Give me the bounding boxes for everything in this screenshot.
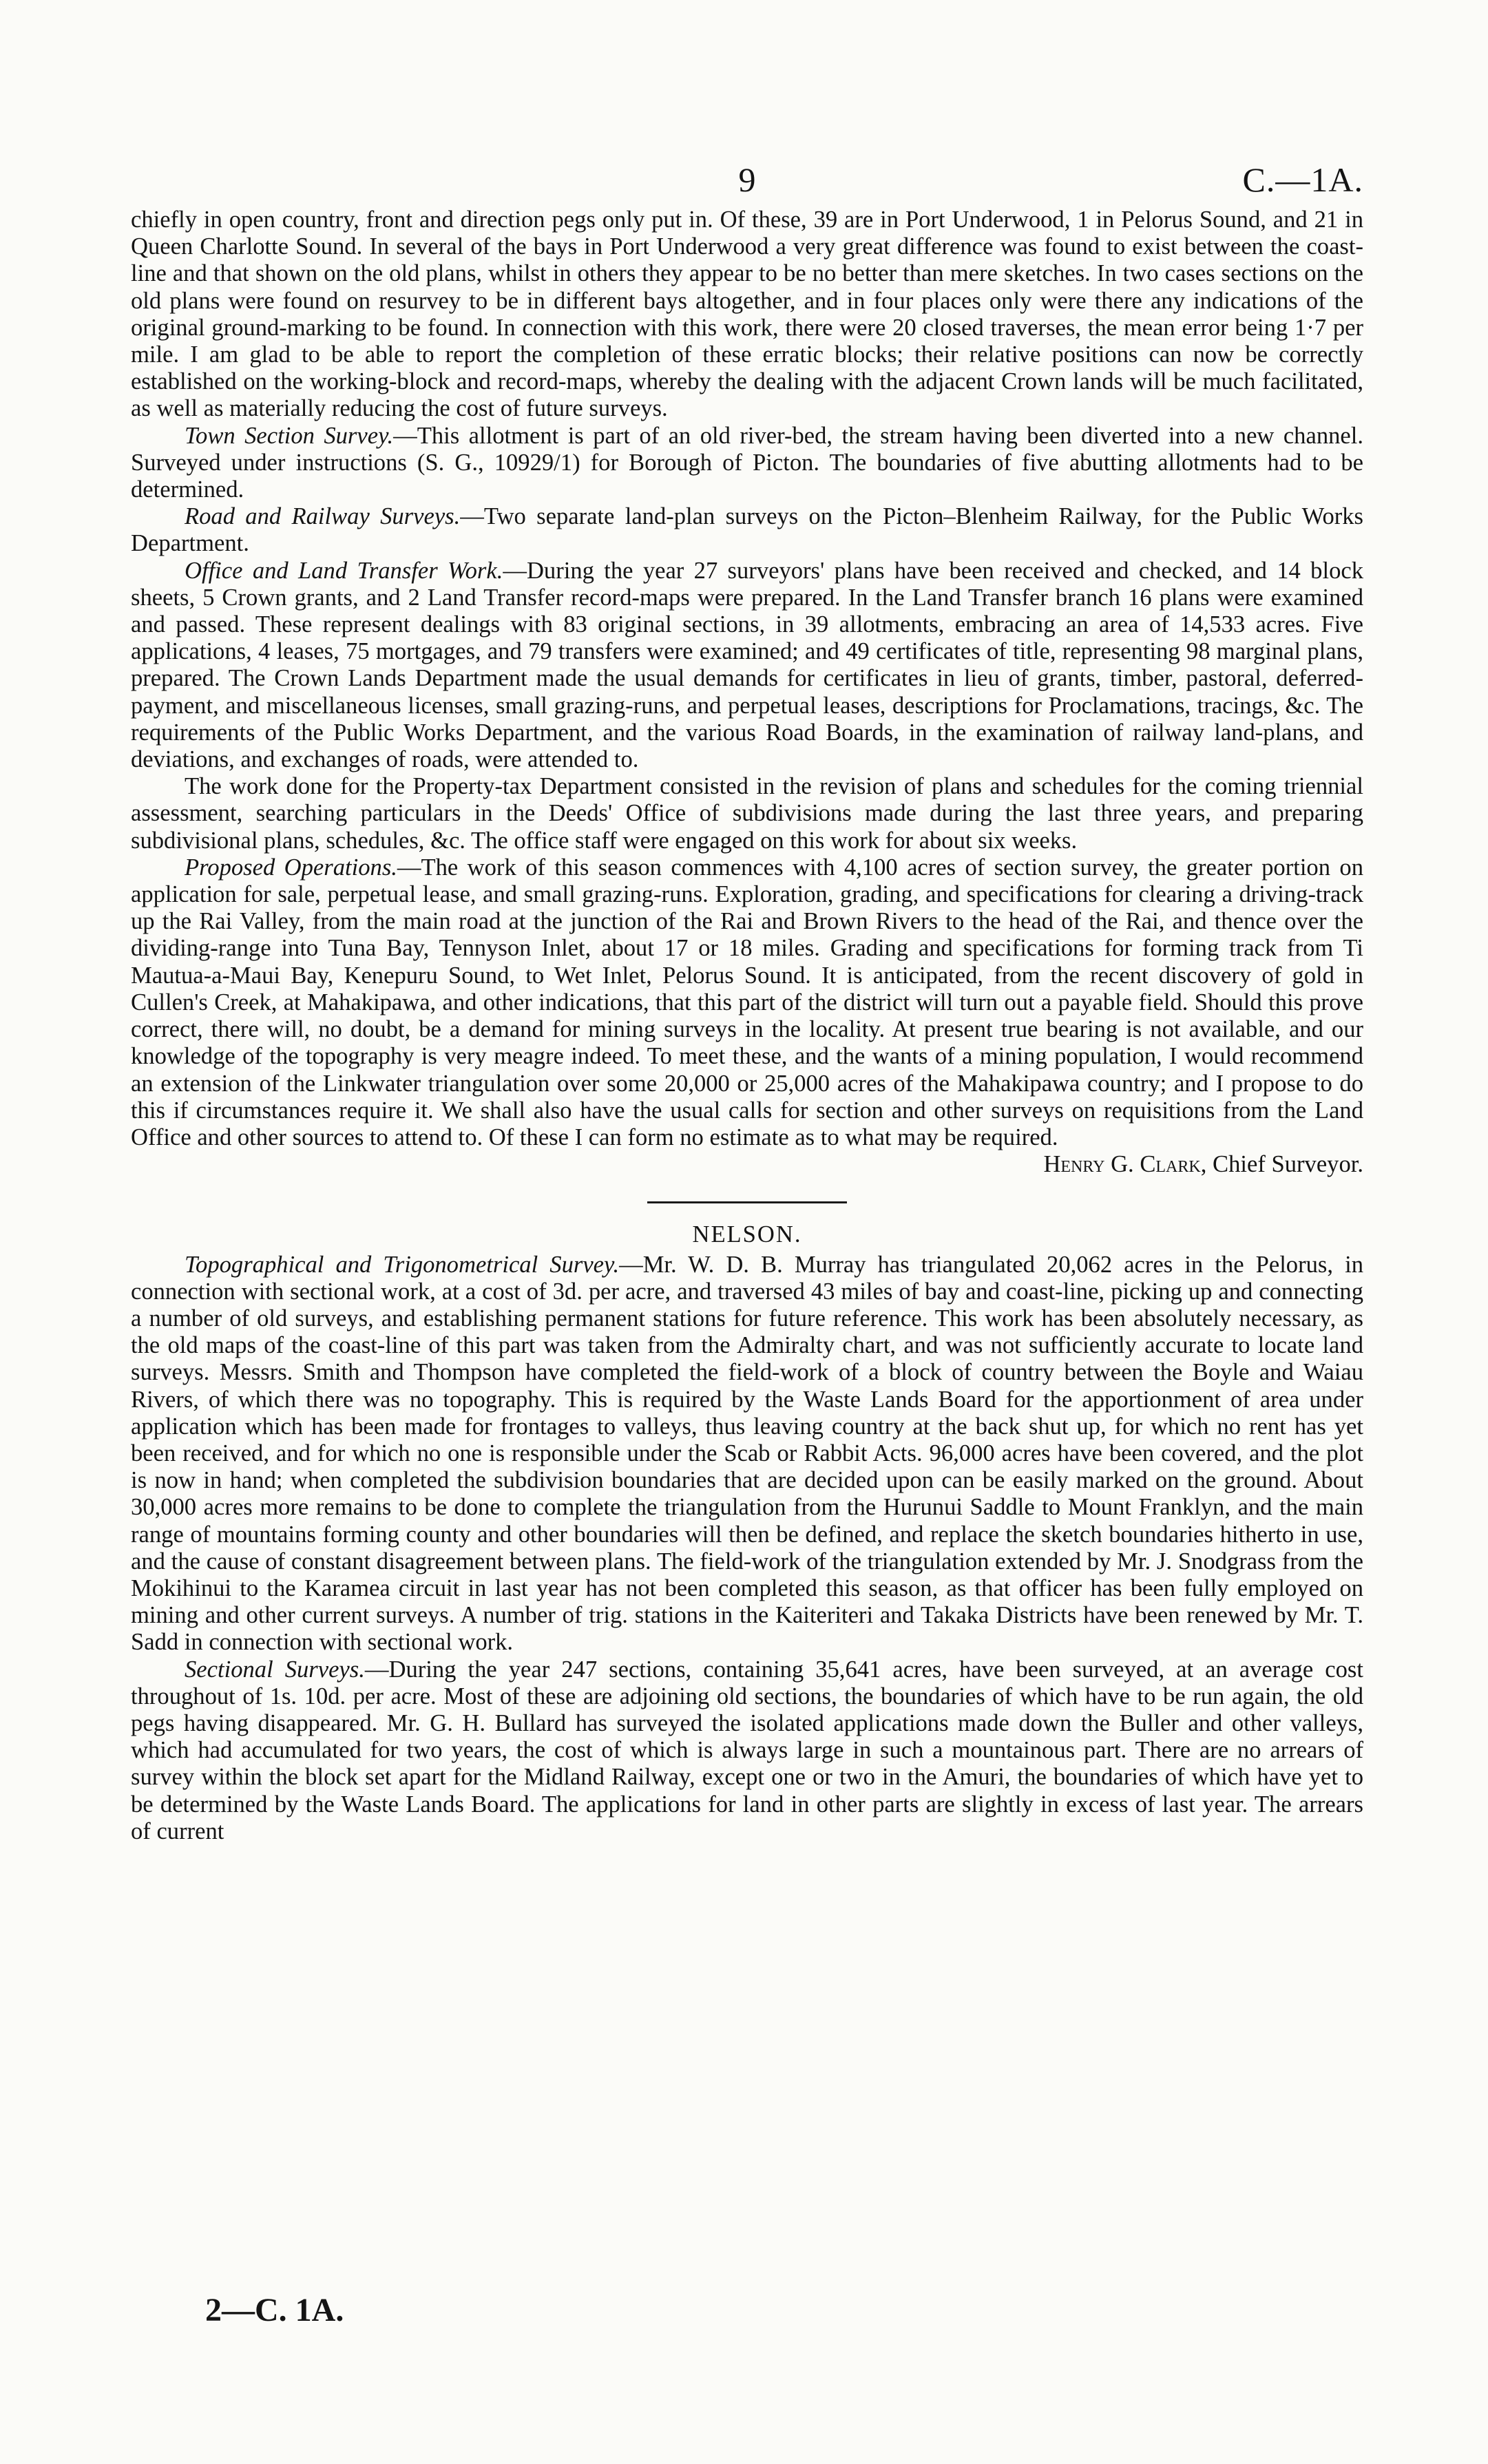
paragraph-office-land-transfer — [131, 558, 1363, 774]
nelson-heading: NELSON. — [692, 1221, 802, 1248]
paragraph-topographical-survey — [131, 1252, 1363, 1656]
topographical-text: —Mr. W. D. B. Murray has triangulated 20,062 acres in the Pelorus, in connection with sectional work, at a cost of 3d. per acre, and traversed 43 miles of bay and coast-line, picking up and connecting a number of old surveys, and establishing permanent stations for future reference. This work has been absolutely necessary, as the old maps of the coast-line of this part was taken from the Admiralty chart, and was not sufficiently accurate to locate land surveys. Messrs. Smith and Thompson have completed the field-work of a block of country between the Boyle and Waiau Rivers, of which there was no topography. This is required by the Waste Lands Board for the apportionment of area under application which has been made for frontages to valleys, thus leaving country at the back shut up, for which no rent has yet been received, and for which no one is responsible under the Scab or Rabbit Acts. 96,000 acres have been covered, and the plot is now in hand; when completed the subdivision boundaries that are decided upon can be easily marked on the ground. About 30,000 acres more remains to be done to complete the triangulation from the Hurunui Saddle to Mount Franklyn, and the main range of mountains forming county and other boundaries will then be defined, and replace the sketch boundaries hitherto in use, and the cause of constant disagreement between plans. The field-work of the triangulation extended by Mr. J. Snodgrass from the Mokihinui to the Karamea circuit in last year has not been completed this season, as that officer has been fully employed on mining and other current surveys. A number of trig. stations in the Kaiteriteri and Takaka Districts have been renewed by Mr. T. Sadd in connection with sectional work. — [131, 1251, 1363, 1656]
road-railway-text: —Two separate land-plan surveys on the Picton–Blenheim Railway, for the Public Works Department. — [131, 503, 1363, 557]
signature-line — [131, 1151, 1363, 1178]
footer-reference: 2—C. 1A. — [205, 2292, 344, 2328]
signature-title: , Chief Surveyor. — [1200, 1151, 1363, 1178]
office-land-transfer-text: —During the year 27 surveyors' plans have been received and checked, and 14 block sheets, 5 Crown grants, and 2 Land Transfer record-maps were prepared. In the Land Transfer branch 16 plans were examined and passed. These represent dealings with 83 original sections, in 39 allotments, embracing an area of 14,533 acres. Five applications, 4 leases, 75 mortgages, and 79 transfers were examined; and 49 certificates of title, representing 98 marginal plans, prepared. The Crown Lands Department made the usual demands for certificates in lieu of grants, timber, pastoral, deferred-payment, and miscellaneous licenses, small grazing-runs, and perpetual leases, descriptions for Proclamations, tracings, &c. The requirements of the Public Works Department, and the various Road Boards, in the examination of railway land-plans, and deviations, and exchanges of roads, were attended to. — [131, 557, 1363, 773]
document-reference: C.—1A. — [1242, 160, 1363, 199]
paragraph-road-railway-surveys — [131, 503, 1363, 557]
topographical-heading: Topographical and Trigonometrical Survey. — [185, 1251, 620, 1278]
town-section-text: —This allotment is part of an old river-bed, the stream having been diverted into a new channel. Surveyed under instructions (S. G., 10929/1) for Borough of Picton. The boundaries of five abutting allotments had to be determined. — [131, 422, 1363, 503]
office-land-transfer-heading: Office and Land Transfer Work. — [185, 557, 503, 584]
signature-name: Henry G. Clark — [1043, 1151, 1201, 1178]
paragraph-town-section-survey — [131, 423, 1363, 504]
paragraph-proposed-operations — [131, 854, 1363, 1151]
paragraph-sectional-surveys — [131, 1656, 1363, 1845]
section-divider — [647, 1201, 847, 1203]
paragraph-property-tax: The work done for the Property-tax Department consisted in the revision of plans and schedules for the coming triennial assessment, searching particulars in the Deeds' Office of subdivisions made during the last three years, and preparing subdivisional plans, schedules, &c. The office staff were engaged on this work for about six weeks. — [131, 773, 1363, 854]
paragraph-continued: chiefly in open country, front and direction pegs only put in. Of these, 39 are in Port Underwood, 1 in Pelorus Sound, and 21 in Queen Charlotte Sound. In several of the bays in Port Underwood a very great difference was found to exist between the coast-line and that shown on the old plans, whilst in others they appear to be no better than mere sketches. In two cases sections on the old plans were found on resurvey to be in different bays altogether, and in four places only were there any indications of the original ground-marking to be found. In connection with this work, there were 20 closed traverses, the mean error being 1·7 per mile. I am glad to be able to report the completion of these erratic blocks; their relative positions can now be correctly established on the working-block and record-maps, whereby the dealing with the adjacent Crown lands will be much facilitated, as well as materially reducing the cost of future surveys. — [131, 207, 1363, 422]
road-railway-heading: Road and Railway Surveys. — [185, 503, 461, 530]
page-number: 9 — [738, 160, 756, 199]
proposed-operations-text: —The work of this season commences with 4,100 acres of section survey, the greater portion on application for sale, perpetual lease, and small grazing-runs. Exploration, grading, and specifications for clearing a driving-track up the Rai Valley, from the main road at the junction of the Rai and Brown Rivers to the head of the Rai, and thence over the dividing-range into Tuna Bay, Tennyson Inlet, about 17 or 18 miles. Grading and specifications for forming track from Ti Mautua-a-Maui Bay, Kenepuru Sound, to Wet Inlet, Pelorus Sound. It is anticipated, from the recent discovery of gold in Cullen's Creek, at Mahakipawa, and other indications, that this part of the district will turn out a payable field. Should this prove correct, there will, no doubt, be a demand for mining surveys in the locality. At present true bearing is not available, and our knowledge of the topography is very meagre indeed. To meet these, and the wants of a mining population, I would recommend an extension of the Linkwater triangulation over some 20,000 or 25,000 acres of the Mahakipawa country; and I propose to do this if circumstances require it. We shall also have the usual calls for section and other surveys on requisitions from the Land Office and other sources to attend to. Of these I can form no estimate as to what may be required. — [131, 854, 1363, 1150]
body-text — [131, 207, 1363, 1845]
sectional-surveys-text: —During the year 247 sections, containing 35,641 acres, have been surveyed, at an average cost throughout of 1s. 10d. per acre. Most of these are adjoining old sections, the boundaries of which have to be run again, the old pegs having disappeared. Mr. G. H. Bullard has surveyed the isolated applications made down the Buller and other valleys, which had accumulated for two years, the cost of which is always large in such a mountainous part. There are no arrears of survey within the block set apart for the Midland Railway, except one or two in the Amuri, the boundaries of which have yet to be determined by the Waste Lands Board. The applications for land in other parts are slightly in excess of last year. The arrears of current — [131, 1656, 1363, 1844]
page-header — [131, 160, 1363, 201]
proposed-operations-heading: Proposed Operations. — [185, 854, 397, 881]
sectional-surveys-heading: Sectional Surveys. — [185, 1656, 365, 1683]
town-section-heading: Town Section Survey. — [185, 422, 394, 449]
